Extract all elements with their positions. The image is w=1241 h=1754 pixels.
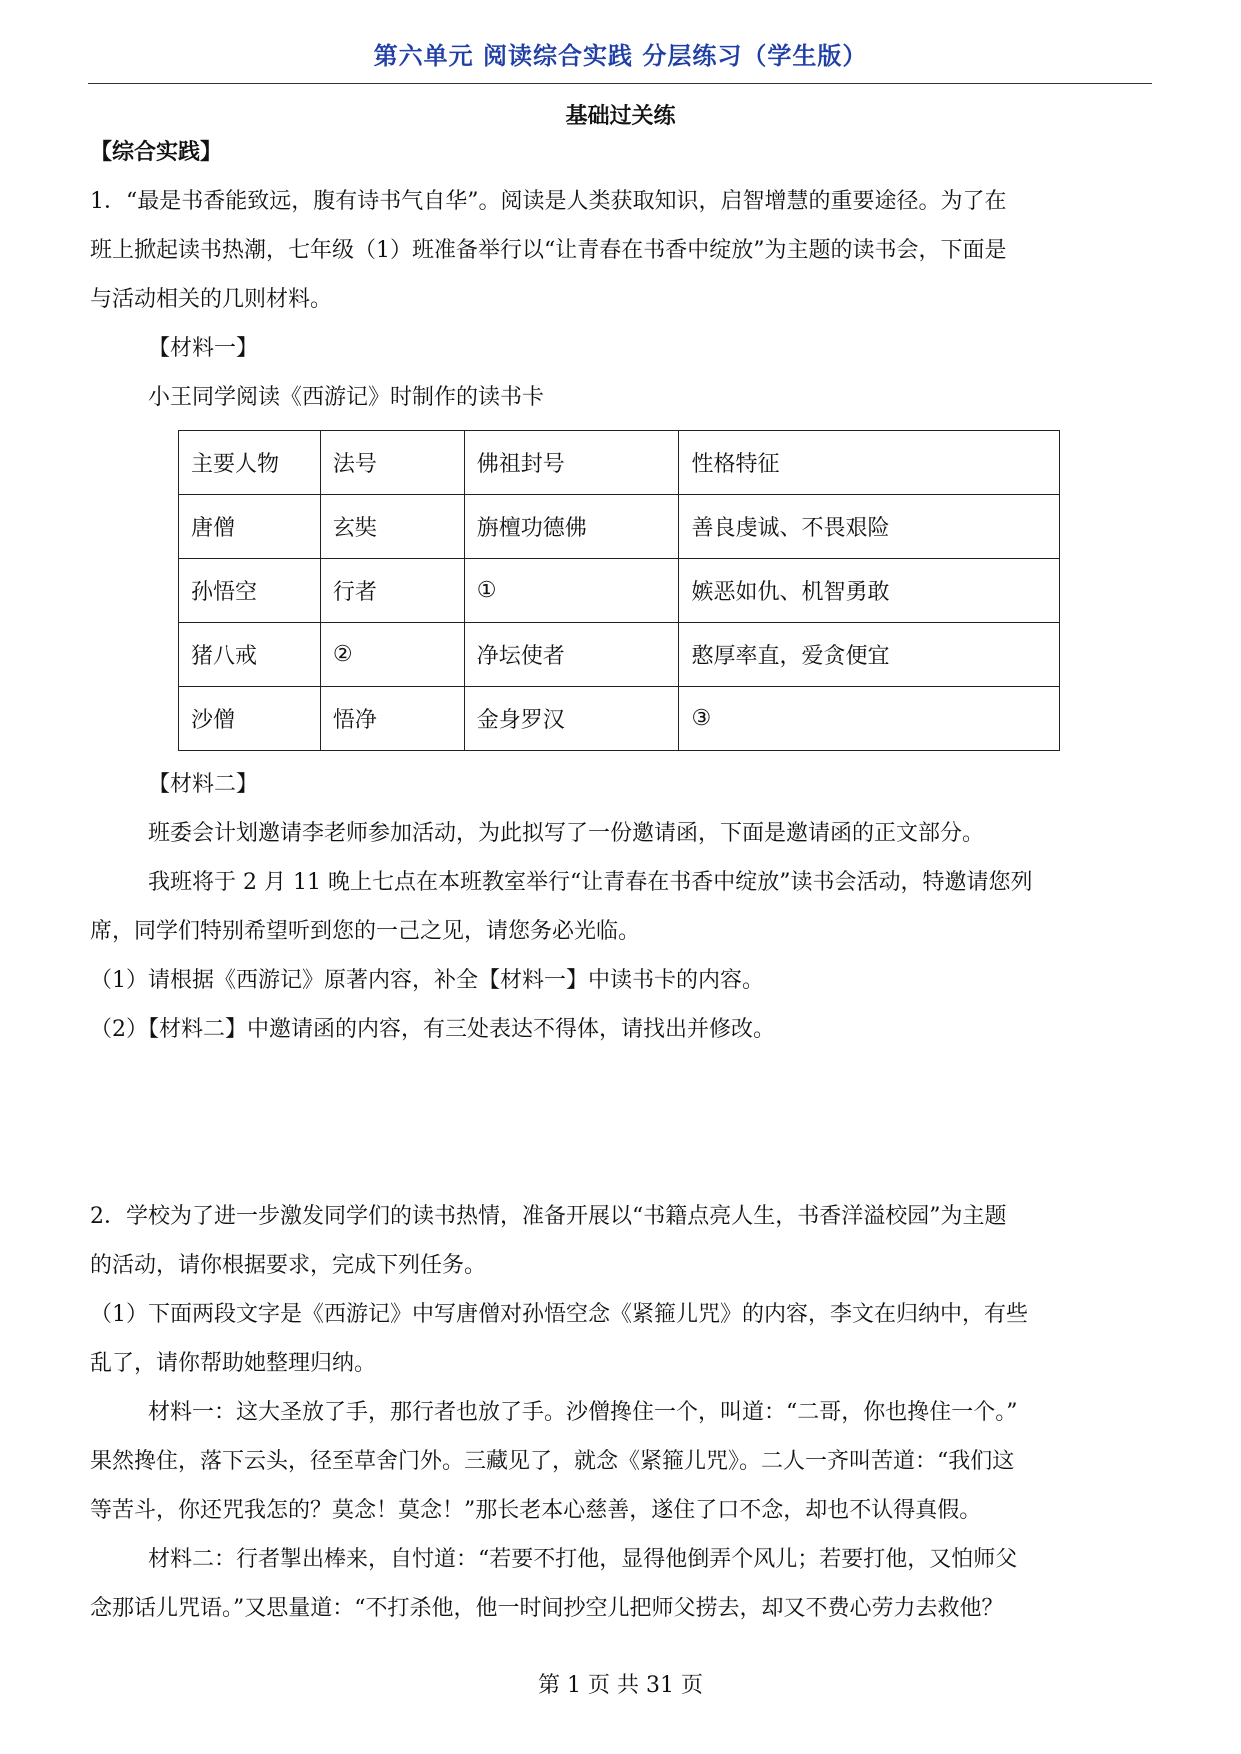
table-cell: 猪八戒: [179, 623, 321, 687]
q1-stem-line: 与活动相关的几则材料。: [90, 287, 333, 312]
table-cell-blank: ③: [679, 687, 1060, 751]
table-row: [179, 687, 1060, 751]
question-1-material2: [90, 760, 1152, 1054]
q2-material1-line: 果然搀住，落下云头，径至草舍门外。三藏见了，就念《紧箍儿咒》。二人一齐叫苦道：“我们这: [90, 1449, 1015, 1474]
material2-label: 【材料二】: [148, 772, 259, 797]
q1-stem-line: 1．“最是书香能致远，腹有诗书气自华”。阅读是人类获取知识，启智增慧的重要途径。为了在: [90, 189, 1007, 214]
material1-label: 【材料一】: [148, 336, 259, 361]
invitation-text-line: 我班将于 2 月 11 晚上七点在本班教室举行“让青春在书香中绽放”读书会活动，特邀请您列: [148, 870, 1033, 895]
table-header-cell: 性格特征: [679, 431, 1060, 495]
q2-subquestion-1: 乱了，请你帮助她整理归纳。: [90, 1351, 377, 1376]
q1-subquestion-2: （2）【材料二】中邀请函的内容，有三处表达不得体，请找出并修改。: [90, 1017, 775, 1042]
table-cell: 净坛使者: [464, 623, 679, 687]
page-header-title: 第六单元 阅读综合实践 分层练习（学生版）: [373, 42, 868, 70]
table-cell: 旃檀功德佛: [464, 495, 679, 559]
table-row: [179, 559, 1060, 623]
section-title: 基础过关练: [565, 104, 676, 129]
material2-intro: 班委会计划邀请李老师参加活动，为此拟写了一份邀请函，下面是邀请函的正文部分。: [148, 821, 985, 846]
q2-material1-line: 材料一：这大圣放了手，那行者也放了手。沙僧搀住一个，叫道：“二哥，你也搀住一个。”: [148, 1400, 1018, 1425]
table-cell-blank: ②: [320, 623, 464, 687]
page-footer-number: 第 1 页 共 31 页: [538, 1673, 703, 1698]
practice-tag: 【综合实践】: [90, 140, 223, 165]
table-cell: 玄奘: [320, 495, 464, 559]
table-header-row: [179, 431, 1060, 495]
table-cell: 悟净: [320, 687, 464, 751]
q2-material2-line: 材料二：行者掣出棒来，自忖道：“若要不打他，显得他倒弄个风儿；若要打他，又怕师父: [148, 1547, 1018, 1572]
header-divider: [88, 83, 1152, 84]
invitation-text-line: 席，同学们特别希望听到您的一己之见，请您务必光临。: [90, 919, 641, 944]
q2-stem-line: 2．学校为了进一步激发同学们的读书热情，准备开展以“书籍点亮人生，书香洋溢校园”为主题: [90, 1204, 1007, 1229]
table-cell-blank: ①: [464, 559, 679, 623]
question-1-intro: [90, 128, 1152, 422]
q2-stem-line: 的活动，请你根据要求，完成下列任务。: [90, 1253, 487, 1278]
table-header-cell: 佛祖封号: [464, 431, 679, 495]
table-row: [179, 623, 1060, 687]
q1-stem-line: 班上掀起读书热潮，七年级（1）班准备举行以“让青春在书香中绽放”为主题的读书会，下面是: [90, 238, 1007, 263]
table-row: [179, 495, 1060, 559]
q2-material2-line: 念那话儿咒语。”又思量道：“不打杀他，他一时间抄空儿把师父捞去，却又不费心劳力去救他？: [90, 1596, 1004, 1621]
table-cell: 沙僧: [179, 687, 321, 751]
reading-card-table: [178, 430, 1060, 751]
table-cell: 善良虔诚、不畏艰险: [679, 495, 1060, 559]
table-cell: 孙悟空: [179, 559, 321, 623]
table-cell: 唐僧: [179, 495, 321, 559]
table-cell: 行者: [320, 559, 464, 623]
table-cell: 憨厚率直，爱贪便宜: [679, 623, 1060, 687]
q2-subquestion-1: （1）下面两段文字是《西游记》中写唐僧对孙悟空念《紧箍儿咒》的内容，李文在归纳中，有些: [90, 1302, 1029, 1327]
q1-subquestion-1: （1）请根据《西游记》原著内容，补全【材料一】中读书卡的内容。: [90, 968, 764, 993]
table-cell: 嫉恶如仇、机智勇敢: [679, 559, 1060, 623]
table-header-cell: 法号: [320, 431, 464, 495]
q2-material1-line: 等苦斗，你还咒我怎的？莫念！莫念！”那长老本心慈善，遂住了口不念，却也不认得真假。: [90, 1498, 982, 1523]
table-header-cell: 主要人物: [179, 431, 321, 495]
table-cell: 金身罗汉: [464, 687, 679, 751]
material1-caption: 小王同学阅读《西游记》时制作的读书卡: [148, 385, 545, 410]
question-2: [90, 1192, 1152, 1633]
